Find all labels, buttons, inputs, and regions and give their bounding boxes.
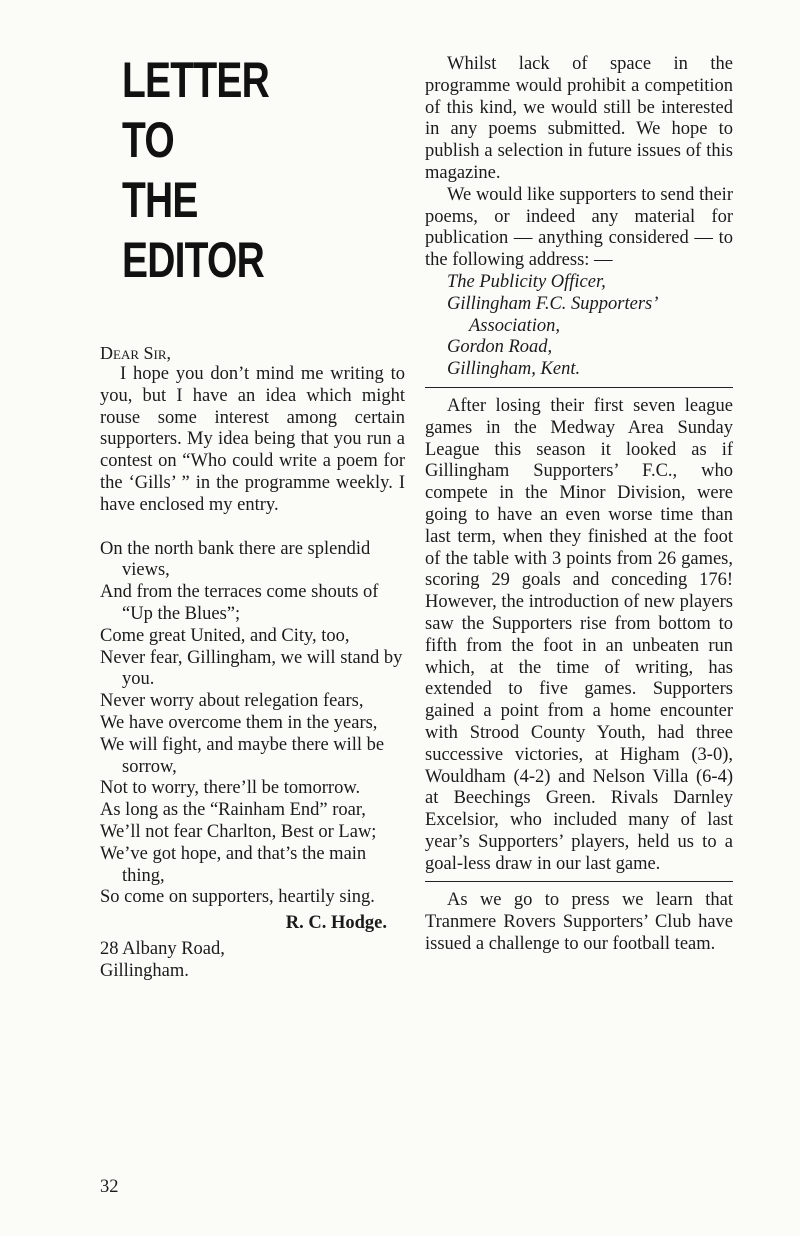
poem-line: Come great United, and City, too,	[100, 625, 350, 646]
editor-reply-paragraph: Whilst lack of space in the programme would prohibit a competition of this kind, we would still be interested in any poems submitted. We hope to publish a selection in future issues of this magazine.	[425, 54, 733, 183]
poem-line: Not to worry, there’ll be tomorrow.	[100, 778, 361, 799]
publicity-address-line: Gordon Road,	[447, 337, 553, 358]
headline-line: LETTER	[122, 52, 269, 108]
poem-line: We have overcome them in the years,	[100, 712, 378, 733]
tranmere-challenge-note: As we go to press we learn that Tranmere Rovers Supporters’ Club have issued a challenge to our football team.	[425, 890, 733, 955]
publicity-address-line: Gillingham, Kent.	[447, 359, 581, 380]
publicity-address-line: Gillingham F.C. Supporters’	[447, 293, 659, 314]
poem	[100, 539, 405, 910]
publicity-address-line: The Publicity Officer,	[447, 271, 606, 292]
poem-line: As long as the “Rainham End” roar,	[100, 800, 366, 821]
poem-line: So come on supporters, heartily sing.	[100, 887, 375, 908]
poem-line: We’ll not fear Charlton, Best or Law;	[100, 821, 377, 842]
poem-line: On the north bank there are splendid views,	[100, 538, 371, 581]
section-divider	[425, 387, 733, 388]
headline-line: TO	[122, 112, 174, 168]
letter-signature: R. C. Hodge.	[285, 913, 387, 934]
poem-line: We’ve got hope, and that’s the main thing,	[100, 843, 367, 886]
sender-address-line: 28 Albany Road,	[100, 939, 225, 960]
publicity-address-line: Association,	[469, 315, 560, 336]
publicity-address	[447, 272, 733, 381]
poem-line: And from the terraces come shouts of “Up the Blues”;	[100, 582, 379, 624]
headline-line: THE	[122, 172, 198, 228]
poem-line: Never worry about relegation fears,	[100, 691, 364, 712]
page-number: 32	[100, 1177, 119, 1197]
left-column	[100, 50, 405, 983]
supporters-fc-report: After losing their first seven league games in the Medway Area Sunday League this season it looked as if Gillingham Supporters’ F.C., who compete in the Minor Division, were going to have an even worse time than last term, when they finished at the foot of the table with 3 points from 26 games, scoring 29 goals and conceding 176! However, the introduction of new players saw the Supporters rise from bottom to fifth from the foot in an unbeaten run which, at the time of writing, has extended to five games. Supporters gained a point from a home encounter with Strood County Youth, had three successive victories, at Higham (3-0), Wouldham (4-2) and Nelson Villa (6-4) at Beechings Green. Rivals Darnley Excelsior, who included many of last year’s Supporters’ players, held us to a goal-less draw in our last game.	[425, 395, 733, 874]
headline-line: EDITOR	[122, 232, 264, 288]
sender-address-line: Gillingham.	[100, 960, 189, 981]
editor-reply-paragraph: We would like supporters to send their poems, or indeed any material for publication — anything considered — to the following address: —	[425, 184, 733, 271]
poem-line: Never fear, Gillingham, we will stand by you.	[100, 647, 403, 690]
headline	[122, 50, 343, 290]
sender-address	[100, 939, 405, 983]
letter-body: I hope you don’t mind me writing to you, but I have an idea which might rouse some interest among certain supporters. My idea being that you run a contest on “Who could write a poem for the ‘Gills’ ” in the programme weekly. I have enclosed my entry.	[100, 364, 405, 515]
section-divider	[425, 881, 733, 882]
letter-salutation: Dear Sir,	[100, 343, 172, 363]
right-column	[425, 54, 733, 956]
poem-line: We will fight, and maybe there will be sorrow,	[100, 734, 385, 777]
